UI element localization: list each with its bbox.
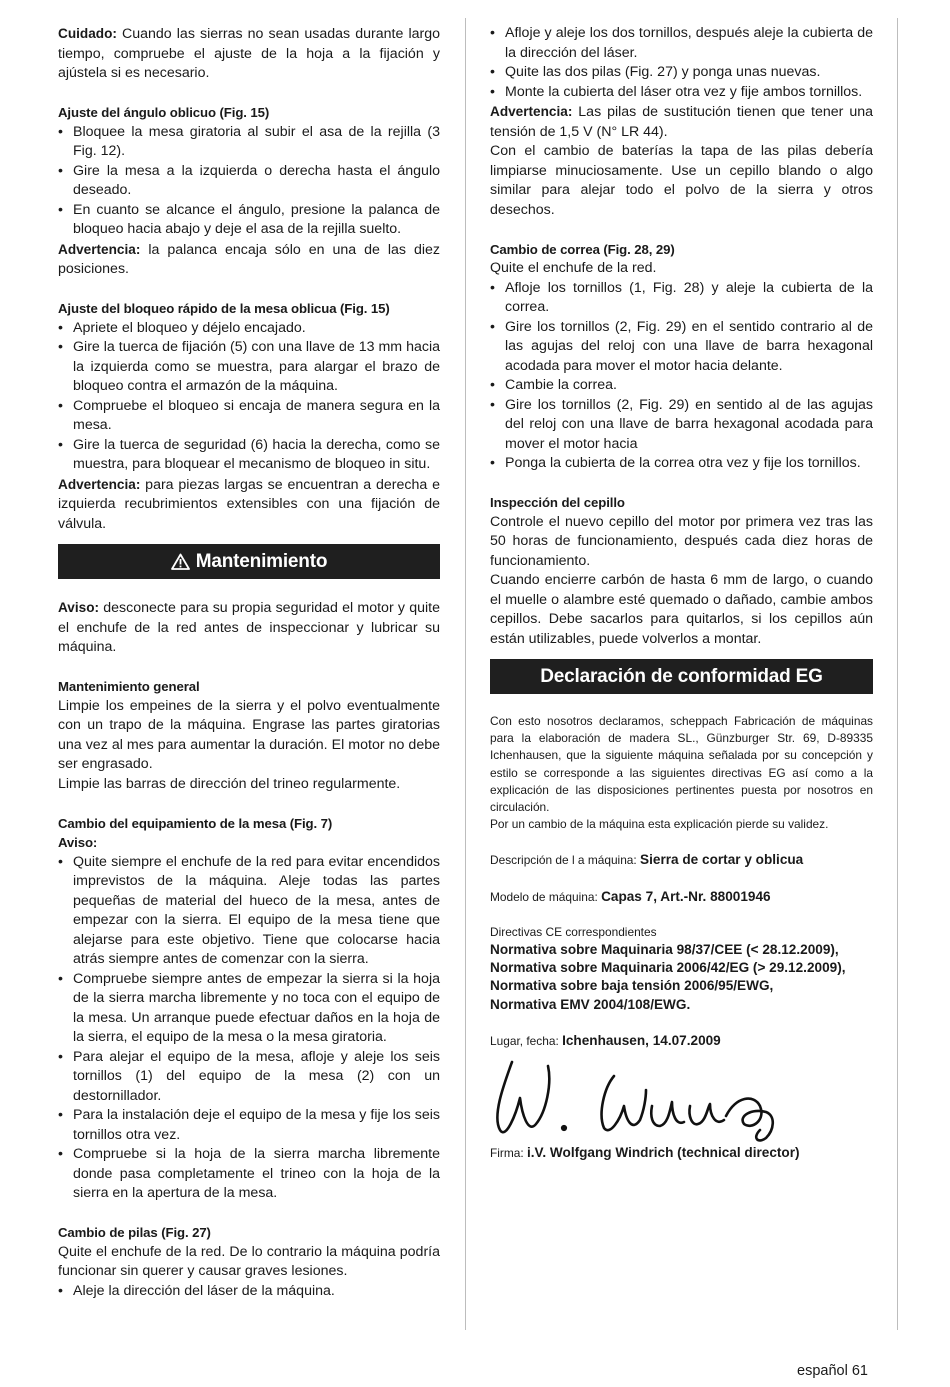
warning-label: Advertencia: (58, 241, 141, 257)
list-item: • Ponga la cubierta de la correa otra vez y fije los tornillos. (490, 454, 873, 474)
place-date (490, 1032, 873, 1050)
directive-item (490, 959, 873, 977)
warning-triangle-icon (171, 553, 190, 570)
general-text-2: Limpie las barras de dirección del trineo regularmente. (58, 775, 401, 792)
batteries-list (58, 1282, 440, 1302)
directive-item (490, 977, 873, 995)
column-divider (465, 18, 466, 1330)
warning-text: la palanca encaja sólo en una de las diez posiciones. (58, 241, 440, 277)
section-title-batteries: Cambio de pilas (Fig. 27) (58, 1225, 211, 1240)
list-item: • Compruebe el bloqueo si encaja de manera segura en la mesa. (58, 397, 440, 436)
list-item: • Gire la mesa a la izquierda o derecha hasta el ángulo deseado. (58, 162, 440, 201)
list-item: • Aleje la dirección del láser de la máquina. (58, 1282, 440, 1302)
list-item: • Cambie la correa. (490, 376, 873, 396)
left-column (58, 24, 440, 1301)
section-title-brush: Inspección del cepillo (490, 495, 625, 510)
lock-warning (58, 475, 440, 535)
list-item: • Quite siempre el enchufe de la red para evitar encendidos imprevistos de la máquina. Aleje todas las partes pequeñas de material del hueco de la mesa, antes de empezar con la sierra. El equipo de la mesa tiene que alejarse para este objetivo. Tiene que colocarse hacia atrás siempre antes de comenzar con la sierra. (58, 853, 440, 970)
signatory-label: Firma: (490, 1146, 527, 1161)
general-text: Limpie los empeines de la sierra y el polvo eventualmente con un trapo de la máquina. Engrase las partes giratorias una vez al mes para aumentar la duración. El motor no debe ser engrasado. (58, 697, 440, 772)
maintenance-notice (58, 598, 440, 658)
directive-text: Normativa sobre baja tensión 2006/95/EWG, (490, 978, 774, 994)
place-date-value: Ichenhausen, 14.07.2009 (562, 1032, 721, 1048)
machine-model-value: Capas 7, Art.-Nr. 88001946 (601, 888, 771, 904)
list-item: • Gire la tuerca de seguridad (6) hacia la derecha, como se muestra, para bloquear el mecanismo de bloqueo in situ. (58, 436, 440, 475)
list-item: • Compruebe siempre antes de empezar la sierra si la hoja de la sierra marcha libremente y no toca con el equipo de la mesa. Un arranque puede efectuar daños en la hoja de la sierra, el equipo de la mesa o la mesa giratoria. (58, 970, 440, 1048)
brush-text-2: Cuando encierre carbón de hasta 6 mm de largo, o cuando el muelle o alambre esté quemado o dañado, cambie ambos cepillos. Debe sacarlos para quitarlos, si los cepillos aún están utilizables, puede volverlos a montar. (490, 572, 873, 647)
list-item: • Afloje y aleje los dos tornillos, después aleje la cubierta de la dirección del láser. (490, 24, 873, 63)
list-item: • Gire los tornillos (2, Fig. 29) en sentido al de las agujas del reloj con una llave de barra hexagonal acodada para mover el motor hacia (490, 396, 873, 455)
declaration-validity: Por un cambio de la máquina esta explicación pierde su validez. (490, 817, 829, 832)
place-date-label: Lugar, fecha: (490, 1033, 563, 1048)
directive-text: Normativa sobre Maquinaria 2006/42/EG (> 29.12.2009), (490, 960, 846, 976)
section-title-belt: Cambio de correa (Fig. 28, 29) (490, 241, 675, 257)
maintenance-banner (58, 544, 440, 579)
lock-steps-list (58, 319, 440, 475)
signatory-value: i.V. Wolfgang Windrich (technical director) (527, 1145, 800, 1161)
aviso-label: Aviso: (58, 600, 100, 615)
batteries-warning (490, 102, 873, 142)
brush-text: Controle el nuevo cepillo del motor por primera vez tras las 50 horas de funcionamiento, después cada diez horas de funcionamiento. (490, 513, 873, 569)
machine-model (490, 888, 873, 906)
section-title-angle: Ajuste del ángulo oblicuo (Fig. 15) (58, 105, 270, 120)
list-item: • Para la instalación deje el equipo de la mesa y fije los seis tornillos otra vez. (58, 1106, 440, 1145)
declaration-block (490, 713, 873, 1162)
directive-item (490, 941, 873, 959)
warning-label: Advertencia: (490, 104, 573, 119)
warning-text: Las pilas de sustitución tienen que tener una tensión de 1,5 V (N° LR 44). (490, 104, 873, 140)
belt-text: Quite el enchufe de la red. (490, 260, 657, 276)
batteries-list-continued (490, 24, 873, 102)
list-item: • Quite las dos pilas (Fig. 27) y ponga unas nuevas. (490, 63, 873, 83)
angle-steps-list (58, 123, 440, 240)
section-title-table-insert: Cambio del equipamiento de la mesa (Fig. 7) (58, 815, 333, 831)
warning-label: Advertencia: (58, 476, 141, 492)
angle-warning (58, 240, 440, 280)
belt-steps-list (490, 279, 873, 474)
warning-text: para piezas largas se encuentran a derecha e izquierda recubrimientos extensibles con una fijación de válvula. (58, 476, 440, 532)
table-insert-list (58, 853, 440, 1204)
batteries-cleaning-text: Con el cambio de baterías la tapa de las pilas debería limpiarse minuciosamente. Use un cepillo blando o algo similar para alejar todo el polvo de la sierra y otros desechos. (490, 143, 873, 218)
right-margin-rule (897, 18, 898, 1330)
directive-text: Normativa sobre Maquinaria 98/37/CEE (< 28.12.2009), (490, 942, 839, 958)
declaration-banner (490, 659, 873, 694)
maintenance-banner-title: Mantenimiento (195, 551, 328, 572)
machine-description-value: Sierra de cortar y oblicua (640, 852, 804, 868)
table-insert-aviso: Aviso: (58, 835, 98, 850)
list-item: • Afloje los tornillos (1, Fig. 28) y aleje la cubierta de la correa. (490, 279, 873, 318)
machine-description-label: Descripción de l a máquina: (490, 853, 641, 868)
cuidado-paragraph (58, 24, 440, 84)
cuidado-label: Cuidado: (58, 26, 117, 41)
directive-item (490, 996, 873, 1014)
list-item: • Compruebe si la hoja de la sierra marcha libremente donde pasa completamente el trineo con la hoja de la sierra en la apertura de la mesa. (58, 1145, 440, 1204)
declaration-text: Con esto nosotros declaramos, scheppach Fabricación de máquinas para la elaboración de madera SL., Günzburger Str. 69, D-89335 Ichenhausen, que la siguiente máquina señalada por su concepción y estilo se corresponde a las siguientes directivas EG así como a la explicación de las disposiciones pertinentes puesta por nosotros en circulación. (490, 714, 873, 815)
signature-image (490, 1054, 790, 1144)
list-item: • Apriete el bloqueo y déjelo encajado. (58, 319, 440, 339)
list-item: • Gire los tornillos (2, Fig. 29) en el sentido contrario al de las agujas del reloj con una llave de barra hexagonal acodada para mover el motor hacia delante. (490, 318, 873, 377)
directives-label: Directivas CE correspondientes (490, 924, 657, 939)
cuidado-text: Cuando las sierras no sean usadas durante largo tiempo, compruebe el ajuste de la hoja a la fijación y ajústela si es necesario. (58, 26, 440, 81)
list-item: • Monte la cubierta del láser otra vez y fije ambos tornillos. (490, 83, 873, 103)
list-item: • En cuanto se alcance el ángulo, presione la palanca de bloqueo hacia abajo y deje el asa de la rejilla suelto. (58, 201, 440, 240)
section-title-general: Mantenimiento general (58, 679, 200, 694)
right-column (490, 24, 873, 1162)
list-item: • Bloquee la mesa giratoria al subir el asa de la rejilla (3 Fig. 12). (58, 123, 440, 162)
list-item: • Para alejar el equipo de la mesa, afloje y aleje los seis tornillos (1) del equipo de la mesa (2) con un destornillador. (58, 1048, 440, 1107)
list-item: • Gire la tuerca de fijación (5) con una llave de 13 mm hacia la izquierda como se muestra, para alargar el brazo de bloqueo contra el armazón de la máquina. (58, 338, 440, 397)
directive-text: Normativa EMV 2004/108/EWG. (490, 996, 691, 1012)
batteries-text: Quite el enchufe de la red. De lo contrario la máquina podría funcionar sin querer y causar graves lesiones. (58, 1243, 440, 1279)
page-number: español 61 (797, 1363, 868, 1379)
machine-description (490, 851, 873, 869)
declaration-banner-title: Declaración de conformidad EG (540, 666, 823, 687)
section-title-lock: Ajuste del bloqueo rápido de la mesa oblicua (Fig. 15) (58, 301, 390, 316)
aviso-text: desconecte para su propia seguridad el motor y quite el enchufe de la red antes de inspeccionar y lubricar su máquina. (58, 600, 440, 655)
signatory (490, 1144, 873, 1162)
machine-model-label: Modelo de máquina: (490, 889, 602, 904)
